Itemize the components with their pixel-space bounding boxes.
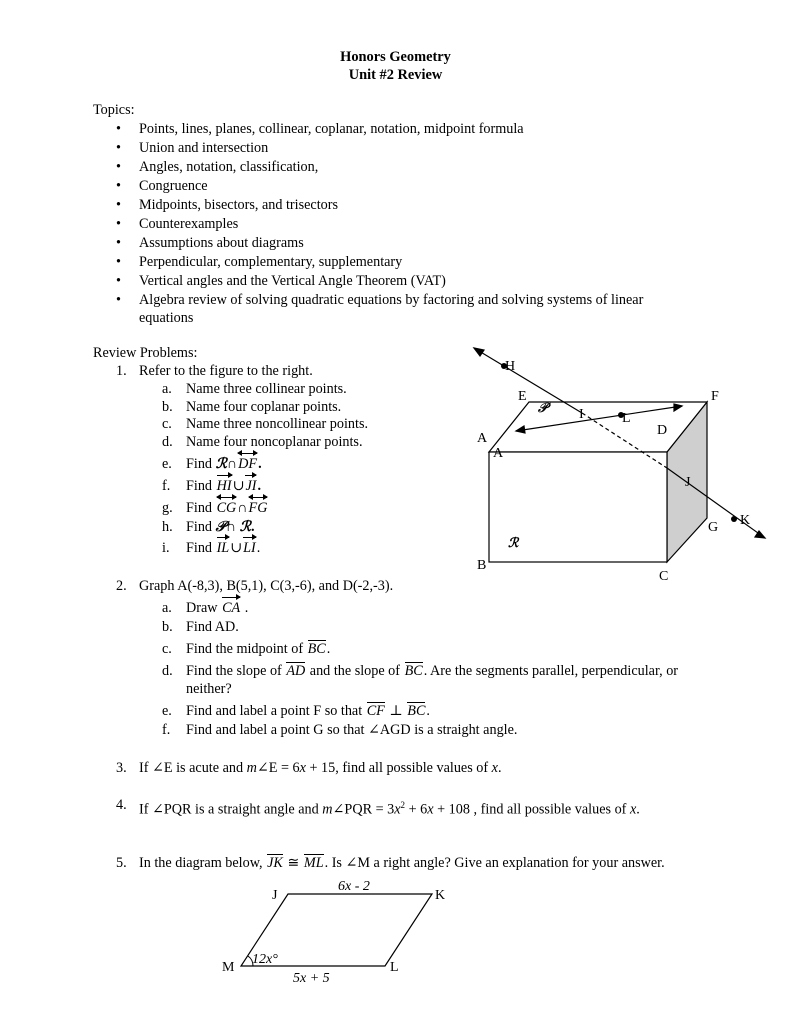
label-a-outer: A bbox=[477, 431, 488, 446]
label-e: E bbox=[518, 389, 527, 404]
p2c-text: Find the midpoint of BC. bbox=[186, 641, 331, 657]
list-item: • Assumptions about diagrams bbox=[139, 234, 304, 252]
problem-5-text: In the diagram below, JK ≅ ML. Is ∠M a right angle? Give an explanation for your answer. bbox=[139, 855, 665, 871]
page-title: Honors Geometry bbox=[340, 49, 451, 65]
p1c-text: Name three noncollinear points. bbox=[186, 416, 369, 432]
label-a-inner: A bbox=[493, 446, 504, 461]
p2c-letter: c. bbox=[162, 641, 172, 657]
p1h-letter: h. bbox=[162, 519, 173, 535]
p1f-letter: f. bbox=[162, 478, 171, 494]
label-m: M bbox=[222, 960, 235, 975]
label-d: D bbox=[657, 423, 668, 438]
label-l: L bbox=[390, 960, 399, 975]
label-plane-r: ℛ bbox=[508, 536, 519, 551]
list-item: • Congruence bbox=[139, 177, 208, 195]
p2d-letter: d. bbox=[162, 663, 173, 679]
box-diagram bbox=[460, 340, 780, 590]
problem-2-number: 2. bbox=[116, 578, 127, 594]
p2f-letter: f. bbox=[162, 722, 171, 738]
ray-li: LI bbox=[243, 540, 256, 556]
list-item-continued: equations bbox=[139, 310, 194, 326]
p1c-letter: c. bbox=[162, 416, 172, 432]
plane-r-symbol: ℛ bbox=[215, 456, 227, 472]
list-item: • Angles, notation, classification, bbox=[139, 158, 318, 176]
find-word: Find bbox=[186, 456, 213, 472]
segment-bc: BC bbox=[307, 641, 326, 657]
label-f: F bbox=[711, 389, 719, 404]
plane-p-symbol: 𝒫 bbox=[215, 519, 226, 535]
p2a-letter: a. bbox=[162, 600, 172, 616]
p1a-letter: a. bbox=[162, 381, 172, 397]
segment-jk: JK bbox=[267, 855, 283, 871]
label-l: L bbox=[622, 411, 631, 426]
label-plane-p: 𝒫 bbox=[538, 401, 548, 416]
p1i-letter: i. bbox=[162, 540, 170, 556]
p1f-expression: Find HI∪JI. bbox=[186, 478, 262, 494]
p1h-expression: Find 𝒫∩ ℛ. bbox=[186, 519, 255, 535]
ray-ca: CA bbox=[222, 600, 241, 616]
p1d-text: Name four noncoplanar points. bbox=[186, 434, 363, 450]
label-angle-m: 12x° bbox=[252, 952, 278, 967]
intersection-symbol: ∩ bbox=[226, 456, 238, 472]
parallelogram-diagram bbox=[215, 872, 455, 987]
line-fg: FG bbox=[249, 499, 268, 517]
list-item: • Union and intersection bbox=[139, 139, 268, 157]
segment-ad: AD bbox=[286, 663, 306, 679]
p1a-text: Name three collinear points. bbox=[186, 381, 347, 397]
label-h: H bbox=[505, 359, 516, 374]
p2f-text: Find and label a point G so that ∠AGD is a straight angle. bbox=[186, 722, 518, 738]
label-g: G bbox=[708, 520, 719, 535]
segment-cf: CF bbox=[366, 703, 385, 719]
p2d-text-continued: neither? bbox=[186, 681, 232, 697]
list-item: • Algebra review of solving quadratic equations by factoring and solving systems of linear bbox=[139, 291, 643, 309]
problem-3-number: 3. bbox=[116, 760, 127, 776]
label-top-side: 6x - 2 bbox=[338, 879, 370, 894]
problem-4-text: If ∠PQR is a straight angle and m∠PQR = $3x^2 + 6x + 108$ , find all possible values of x. bbox=[139, 800, 640, 818]
problem-5-number: 5. bbox=[116, 855, 127, 871]
p1e-letter: e. bbox=[162, 456, 172, 472]
segment-ml: ML bbox=[303, 855, 324, 871]
problem-3-text: If ∠E is acute and m∠E = 6x + 15, find all possible values of x. bbox=[139, 760, 502, 776]
segment-bc: BC bbox=[404, 663, 423, 679]
label-j: J bbox=[685, 475, 691, 490]
label-k: K bbox=[435, 888, 446, 903]
p2b-letter: b. bbox=[162, 619, 173, 635]
ray-ji: JI bbox=[245, 478, 257, 494]
p1g-letter: g. bbox=[162, 500, 173, 516]
label-j: J bbox=[272, 888, 278, 903]
problem-4-number: 4. bbox=[116, 797, 127, 813]
p1d-letter: d. bbox=[162, 434, 173, 450]
problem-2-text: Graph A(-8,3), B(5,1), C(3,-6), and D(-2,-3). bbox=[139, 578, 394, 594]
list-item: • Midpoints, bisectors, and trisectors bbox=[139, 196, 338, 214]
problem-1-text: Refer to the figure to the right. bbox=[139, 363, 313, 379]
review-heading: Review Problems: bbox=[93, 345, 198, 361]
label-c: C bbox=[659, 569, 669, 584]
label-k: K bbox=[740, 513, 751, 528]
label-bottom-side: 5x + 5 bbox=[293, 971, 330, 986]
segment-bc: BC bbox=[407, 703, 426, 719]
box-shape bbox=[489, 402, 707, 562]
p1g-expression: Find CG∩ FG bbox=[186, 499, 268, 517]
p2a-text: Draw CA . bbox=[186, 600, 249, 616]
p1e-expression: Find ℛ∩ DF. bbox=[186, 455, 262, 473]
page-subtitle: Unit #2 Review bbox=[348, 67, 443, 83]
label-i: I bbox=[579, 407, 584, 422]
line-cg: CG bbox=[217, 499, 237, 517]
p2d-text: Find the slope of AD and the slope of BC. Are the segments parallel, perpendicular, or bbox=[186, 663, 679, 679]
ray-il: IL bbox=[216, 540, 230, 556]
p1i-expression: Find IL∪LI. bbox=[186, 540, 261, 556]
problem-1-number: 1. bbox=[116, 363, 127, 379]
p2e-text: Find and label a point F so that CF ⊥ BC. bbox=[186, 703, 430, 719]
label-b: B bbox=[477, 558, 487, 573]
p2b-text: Find AD. bbox=[186, 619, 239, 635]
p1b-text: Name four coplanar points. bbox=[186, 399, 342, 415]
list-item: • Vertical angles and the Vertical Angle Theorem (VAT) bbox=[139, 272, 446, 290]
p1b-letter: b. bbox=[162, 399, 173, 415]
union-symbol: ∪ bbox=[232, 478, 245, 494]
p2e-letter: e. bbox=[162, 703, 172, 719]
line-df: DF bbox=[238, 455, 257, 473]
ray-hi: HI bbox=[216, 478, 232, 494]
list-item: • Counterexamples bbox=[139, 215, 238, 233]
topics-heading: Topics: bbox=[93, 102, 135, 118]
point-k bbox=[731, 516, 737, 522]
list-item: • Perpendicular, complementary, supplementary bbox=[139, 253, 402, 271]
list-item: • Points, lines, planes, collinear, coplanar, notation, midpoint formula bbox=[139, 120, 524, 138]
